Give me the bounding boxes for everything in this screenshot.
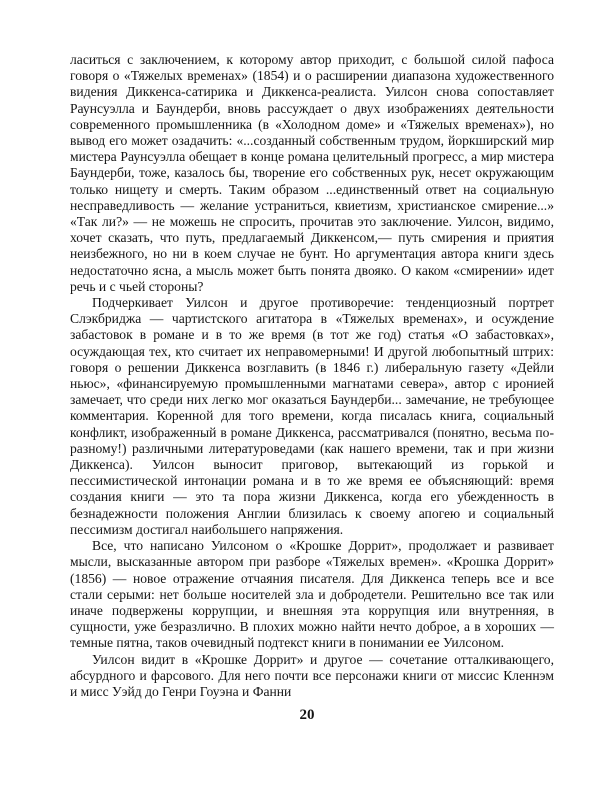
paragraph-4: Уилсон видит в «Крошке Доррит» и другое — сочетание отталкивающего, абсурдного и фарсового. Для него почти все персонажи книги от миссис Кленнэм и мисс Уэйд до Генри Гоуэна и Фанни: [70, 651, 554, 699]
paragraph-1: ласиться с заключением, к которому автор приходит, с большой силой пафоса говоря о «Тяжелых временах» (1854) и о расширении диапазона художественного видения Диккенса-сатирика и Диккенса-реалиста. Уилсон снова сопоставляет Раунсуэлла и Баундерби, вновь рассуждает о двух изображениях деятельности современного промышленника (в «Холодном доме» и «Тяжелых временах»), но вывод его может озадачить: «...созданный собственным трудом, йоркширский мир мистера Раунсуэлла обещает в конце романа целительный прогресс, а мир мистера Баундерби, тоже, казалось бы, творение его собственных рук, несет окружающим только нищету и смерть. Таким образом ...единственный ответ на социальную несправедливость — желание устраниться, квиетизм, христианское смирение...» «Так ли?» — не можешь не спросить, прочитав это заключение. Уилсон, видимо, хочет сказать, что путь, предлагаемый Диккенсом,— путь смирения и приятия неизбежного, но ни в коем случае не бунт. Но аргументация автора книги здесь недостаточно ясна, а мысль может быть понята двояко. О каком «смирении» идет речь и с чьей стороны?: [70, 52, 554, 294]
page-body: [70, 52, 554, 700]
paragraph-3: Все, что написано Уилсоном о «Крошке Доррит», продолжает и развивает мысли, высказанные автором при разборе «Тяжелых времен». «Крошка Доррит» (1856) — новое отражение отчаяния писателя. Для Диккенса теперь все и все стали серыми: нет больше носителей зла и добродетели. Решительно все так или иначе подвержены коррупции, и внешняя эта коррупция или внутренняя, в сущности, уже безразлично. В плохих можно найти нечто доброе, а в хороших — темные пятна, таков очевидный подтекст книги в понимании ее Уилсоном.: [70, 538, 554, 651]
paragraph-2: Подчеркивает Уилсон и другое противоречие: тенденциозный портрет Слэкбриджа — чартистского агитатора в «Тяжелых временах», и осуждение забастовок в романе и в то же время (в тот же год) статья «О забастовках», осуждающая тех, кто считает их неправомерными! И другой любопытный штрих: говоря о решении Диккенса возглавить (в 1846 г.) либеральную газету «Дейли ньюс», «финансируемую промышленными магнатами севера», автор с иронией замечает, что среди них легко мог оказаться Баундерби... замечание, не требующее комментария. Коренной для того времени, когда писалась книга, социальный конфликт, изображенный в романе Диккенса, рассматривался (понятно, весьма по-разному!) различными литературоведами (как нашего времени, так и при жизни Диккенса). Уилсон выносит приговор, вытекающий из горькой и пессимистической интонации романа и в то же время ее объясняющий: время создания книги — это та пора жизни Диккенса, когда его убежденность в безнадежности положения Англии близилась к своему апогею и социальный пессимизм достигал наибольшего напряжения.: [70, 295, 554, 537]
page-number: 20: [299, 707, 315, 723]
